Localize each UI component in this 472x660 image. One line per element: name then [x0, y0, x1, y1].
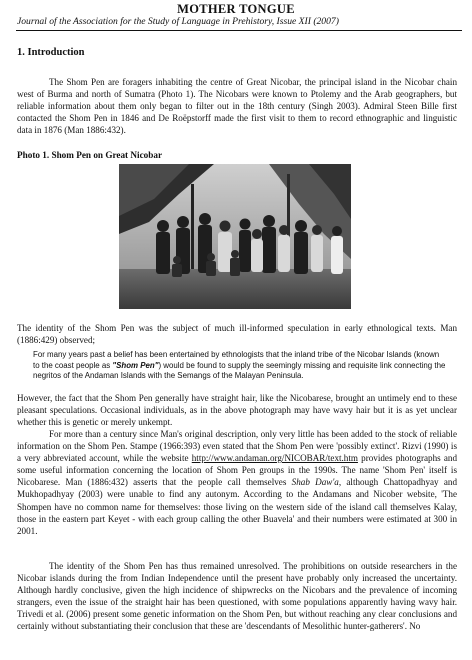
identity-paragraph: The identity of the Shom Pen was the subject of much ill-informed speculation in early ethnological texts. Man (1886:429) observed; — [17, 323, 457, 346]
century-text-2: provides photographs and some useful information concerning the location of Shom Pen groups in the 1990s. The name 'Shom Pen' itself is Nicobarese. Man (1886:432) asserts that the people call themselves — [17, 453, 457, 488]
running-title: MOTHER TONGUE — [177, 2, 295, 16]
andaman-website-link[interactable]: http://www.andaman.org/NICOBAR/text.htm — [191, 453, 358, 464]
quote-text-start: For many years past a belief has been entertained by ethnologists that the inland tribe of the Nicobar Islands (known to the coast people as — [33, 350, 440, 370]
intro-paragraph: The Shom Pen are foragers inhabiting the centre of Great Nicobar, the principal island in the Nicobar chain west of Burma and north of Sumatra (Photo 1). The Nicobars were known to Ptolemy and the Arab geographers, but reliable information about them only began to filter out in the 18th century (Singh 2003). Admiral Steen Bille first contacted the Shom Pen in 1846 and De Roëpstorff made the first visit to them to record ethnographic and linguistic data in 1876 (Man 1886:432). — [17, 77, 457, 136]
unresolved-paragraph: The identity of the Shom Pen has thus remained unresolved. The prohibitions on outside researchers in the Nicobar islands during the from Indian Independence until the present have probably only increased the uncertainty. Although hardly conclusive, given the high incidence of shipwrecks on the Nicobars and the prevalence of incoming strangers, even the issue of the straight hair has been questioned, with some populations apparently having wavy hair. Trivedi et al. (2006) present some genetic information on the Shom Pen, but without reaching any clear conclusions and certainly without substantiating their conclusion that these are 'descendants of Mesolithic hunter-gatherers'. No — [17, 561, 457, 632]
block-quote-man-1886 — [33, 350, 447, 382]
quote-text-end: ) would be found to supply the seemingly missing and requisite link connecting the negritos of the Andaman Islands with the Semangs of the Malayan Peninsula. — [33, 360, 446, 381]
photo-shom-pen-group — [119, 164, 351, 309]
autonym-term: Shab Daw'a — [291, 477, 339, 488]
century-text-3: , although Chattopadhyay and Mukhopadhyay (2003) were unable to find any autonym. According to the Andamans and Nicober website, 'The Shompen have no common name for themselves: those living on the western side of the island call themselves Kalay, those in the eastern part Keyet - with each group calling the other Buavela' and their numbers were estimated at 300 in 2001. — [17, 477, 457, 536]
header-rule — [16, 30, 462, 31]
group-photo-image — [119, 164, 351, 309]
photo-caption: Photo 1. Shom Pen on Great Nicobar — [17, 150, 163, 160]
journal-citation-line: Journal of the Association for the Study of Language in Prehistory, Issue XII (2007) — [17, 16, 339, 27]
quote-term-shom-pen: "Shom Pen" — [112, 360, 159, 370]
century-text-1: For more than a century since Man's original description, only very little has been added to the stock of reliable information on the Shom Pen. Stampe (1966:393) even stated that the Shom Pen were 'possibly extinct'. Rizvi (1990) is a very abbreviated account, while the website — [17, 429, 457, 464]
hair-paragraph: However, the fact that the Shom Pen generally have straight hair, like the Nicobarese, brought an untimely end to these pleasant speculations. Occasional individuals, as in the above photograph may have wavy hair but it is as yet unclear whether this is genetic or merely unkempt. — [17, 393, 457, 428]
section-heading: 1. Introduction — [17, 47, 85, 58]
century-paragraph — [17, 428, 457, 537]
